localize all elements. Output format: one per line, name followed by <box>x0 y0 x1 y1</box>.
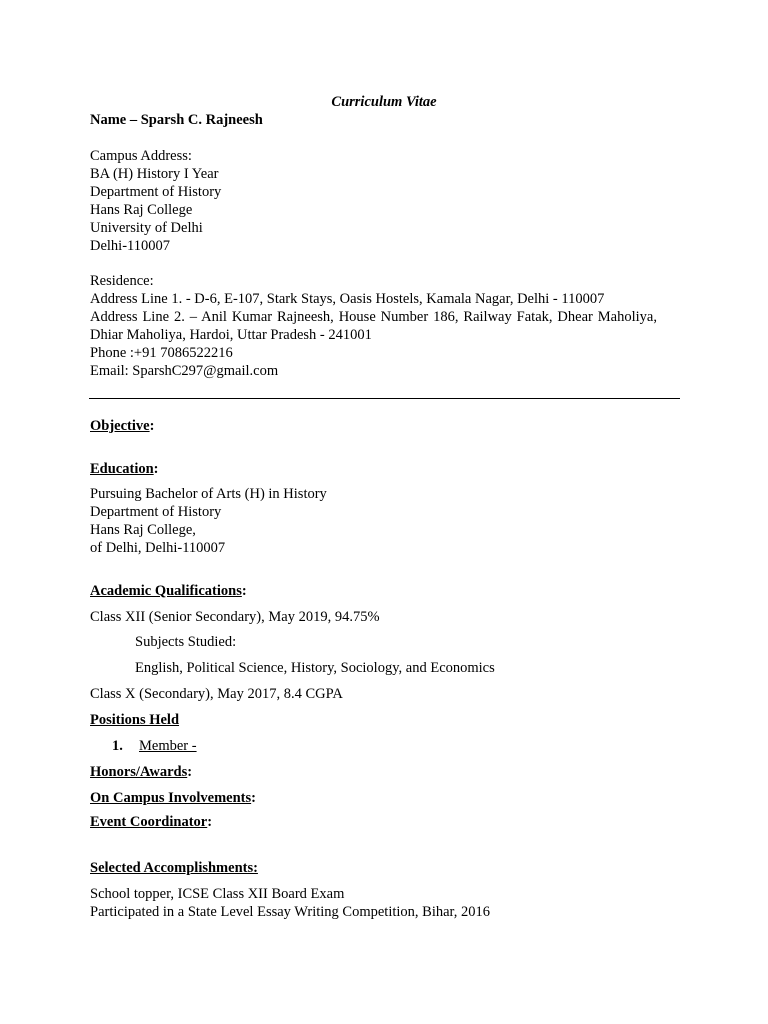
name-line: Name – Sparsh C. Rajneesh <box>90 112 263 128</box>
academic-heading: Academic Qualifications <box>90 583 242 599</box>
objective-colon: : <box>149 418 155 434</box>
education-line: Hans Raj College, <box>90 522 196 538</box>
positions-section <box>90 711 690 729</box>
class-12-row <box>90 608 690 626</box>
email-line: Email: SparshC297@gmail.com <box>90 363 279 379</box>
honors-colon: : <box>187 764 193 780</box>
education-line: of Delhi, Delhi-110007 <box>90 540 226 556</box>
honors-heading: Honors/Awards <box>90 764 188 780</box>
education-section <box>90 460 690 478</box>
education-heading: Education <box>90 461 154 477</box>
list-item-number: 1. <box>112 738 123 754</box>
campus-involvements-heading: On Campus Involvements <box>90 790 252 806</box>
list-item-text: Member - <box>139 738 197 754</box>
education-line: Department of History <box>90 504 222 520</box>
education-details <box>90 485 690 557</box>
subjects-label: Subjects Studied: <box>135 634 237 650</box>
subjects-list: English, Political Science, History, Sociology, and Economics <box>135 660 495 676</box>
accomplishment-line: Participated in a State Level Essay Writing Competition, Bihar, 2016 <box>90 904 491 920</box>
campus-involvements-section <box>90 789 690 807</box>
event-coordinator-colon: : <box>207 814 213 830</box>
accomplishments-section <box>90 859 690 877</box>
address-line-2-cont: Dhiar Maholiya, Hardoi, Uttar Pradesh - 241001 <box>90 327 372 343</box>
list-item <box>90 737 690 755</box>
campus-address-line: Delhi-110007 <box>90 238 171 254</box>
campus-address-line: Department of History <box>90 184 222 200</box>
education-line: Pursuing Bachelor of Arts (H) in History <box>90 486 327 502</box>
section-divider <box>89 398 680 399</box>
address-line-1: Address Line 1. - D-6, E-107, Stark Stays, Oasis Hostels, Kamala Nagar, Delhi - 110007 <box>90 291 605 307</box>
campus-address-heading: Campus Address: <box>90 148 192 164</box>
accomplishments-list <box>90 885 690 921</box>
academic-colon: : <box>241 583 247 599</box>
name-section <box>90 111 690 129</box>
address-line-2: Address Line 2. – Anil Kumar Rajneesh, House Number 186, Railway Fatak, Dhear Maholiya, <box>90 309 657 325</box>
positions-list <box>90 737 690 755</box>
subjects-label-row <box>90 633 690 651</box>
class-10-row <box>90 685 690 703</box>
education-colon: : <box>153 461 159 477</box>
event-coordinator-heading: Event Coordinator <box>90 814 208 830</box>
academic-section <box>90 582 690 600</box>
residence-heading: Residence: <box>90 273 154 289</box>
phone-line: Phone :+91 7086522216 <box>90 345 233 361</box>
subjects-row <box>90 659 690 677</box>
residence-section <box>90 272 690 380</box>
accomplishment-line: School topper, ICSE Class XII Board Exam <box>90 886 345 902</box>
class-12-line: Class XII (Senior Secondary), May 2019, 94.75% <box>90 609 380 625</box>
campus-address-line: BA (H) History I Year <box>90 166 219 182</box>
positions-heading: Positions Held <box>90 712 180 728</box>
honors-section <box>90 763 690 781</box>
campus-involvements-colon: : <box>251 790 256 806</box>
class-10-line: Class X (Secondary), May 2017, 8.4 CGPA <box>90 686 343 702</box>
document-title: Curriculum Vitae <box>331 94 437 110</box>
campus-address-line: Hans Raj College <box>90 202 193 218</box>
objective-section <box>90 417 690 435</box>
campus-address-section <box>90 147 690 255</box>
event-coordinator-section <box>90 813 690 831</box>
objective-heading: Objective <box>90 418 150 434</box>
campus-address-line: University of Delhi <box>90 220 203 236</box>
accomplishments-heading: Selected Accomplishments: <box>90 860 258 876</box>
